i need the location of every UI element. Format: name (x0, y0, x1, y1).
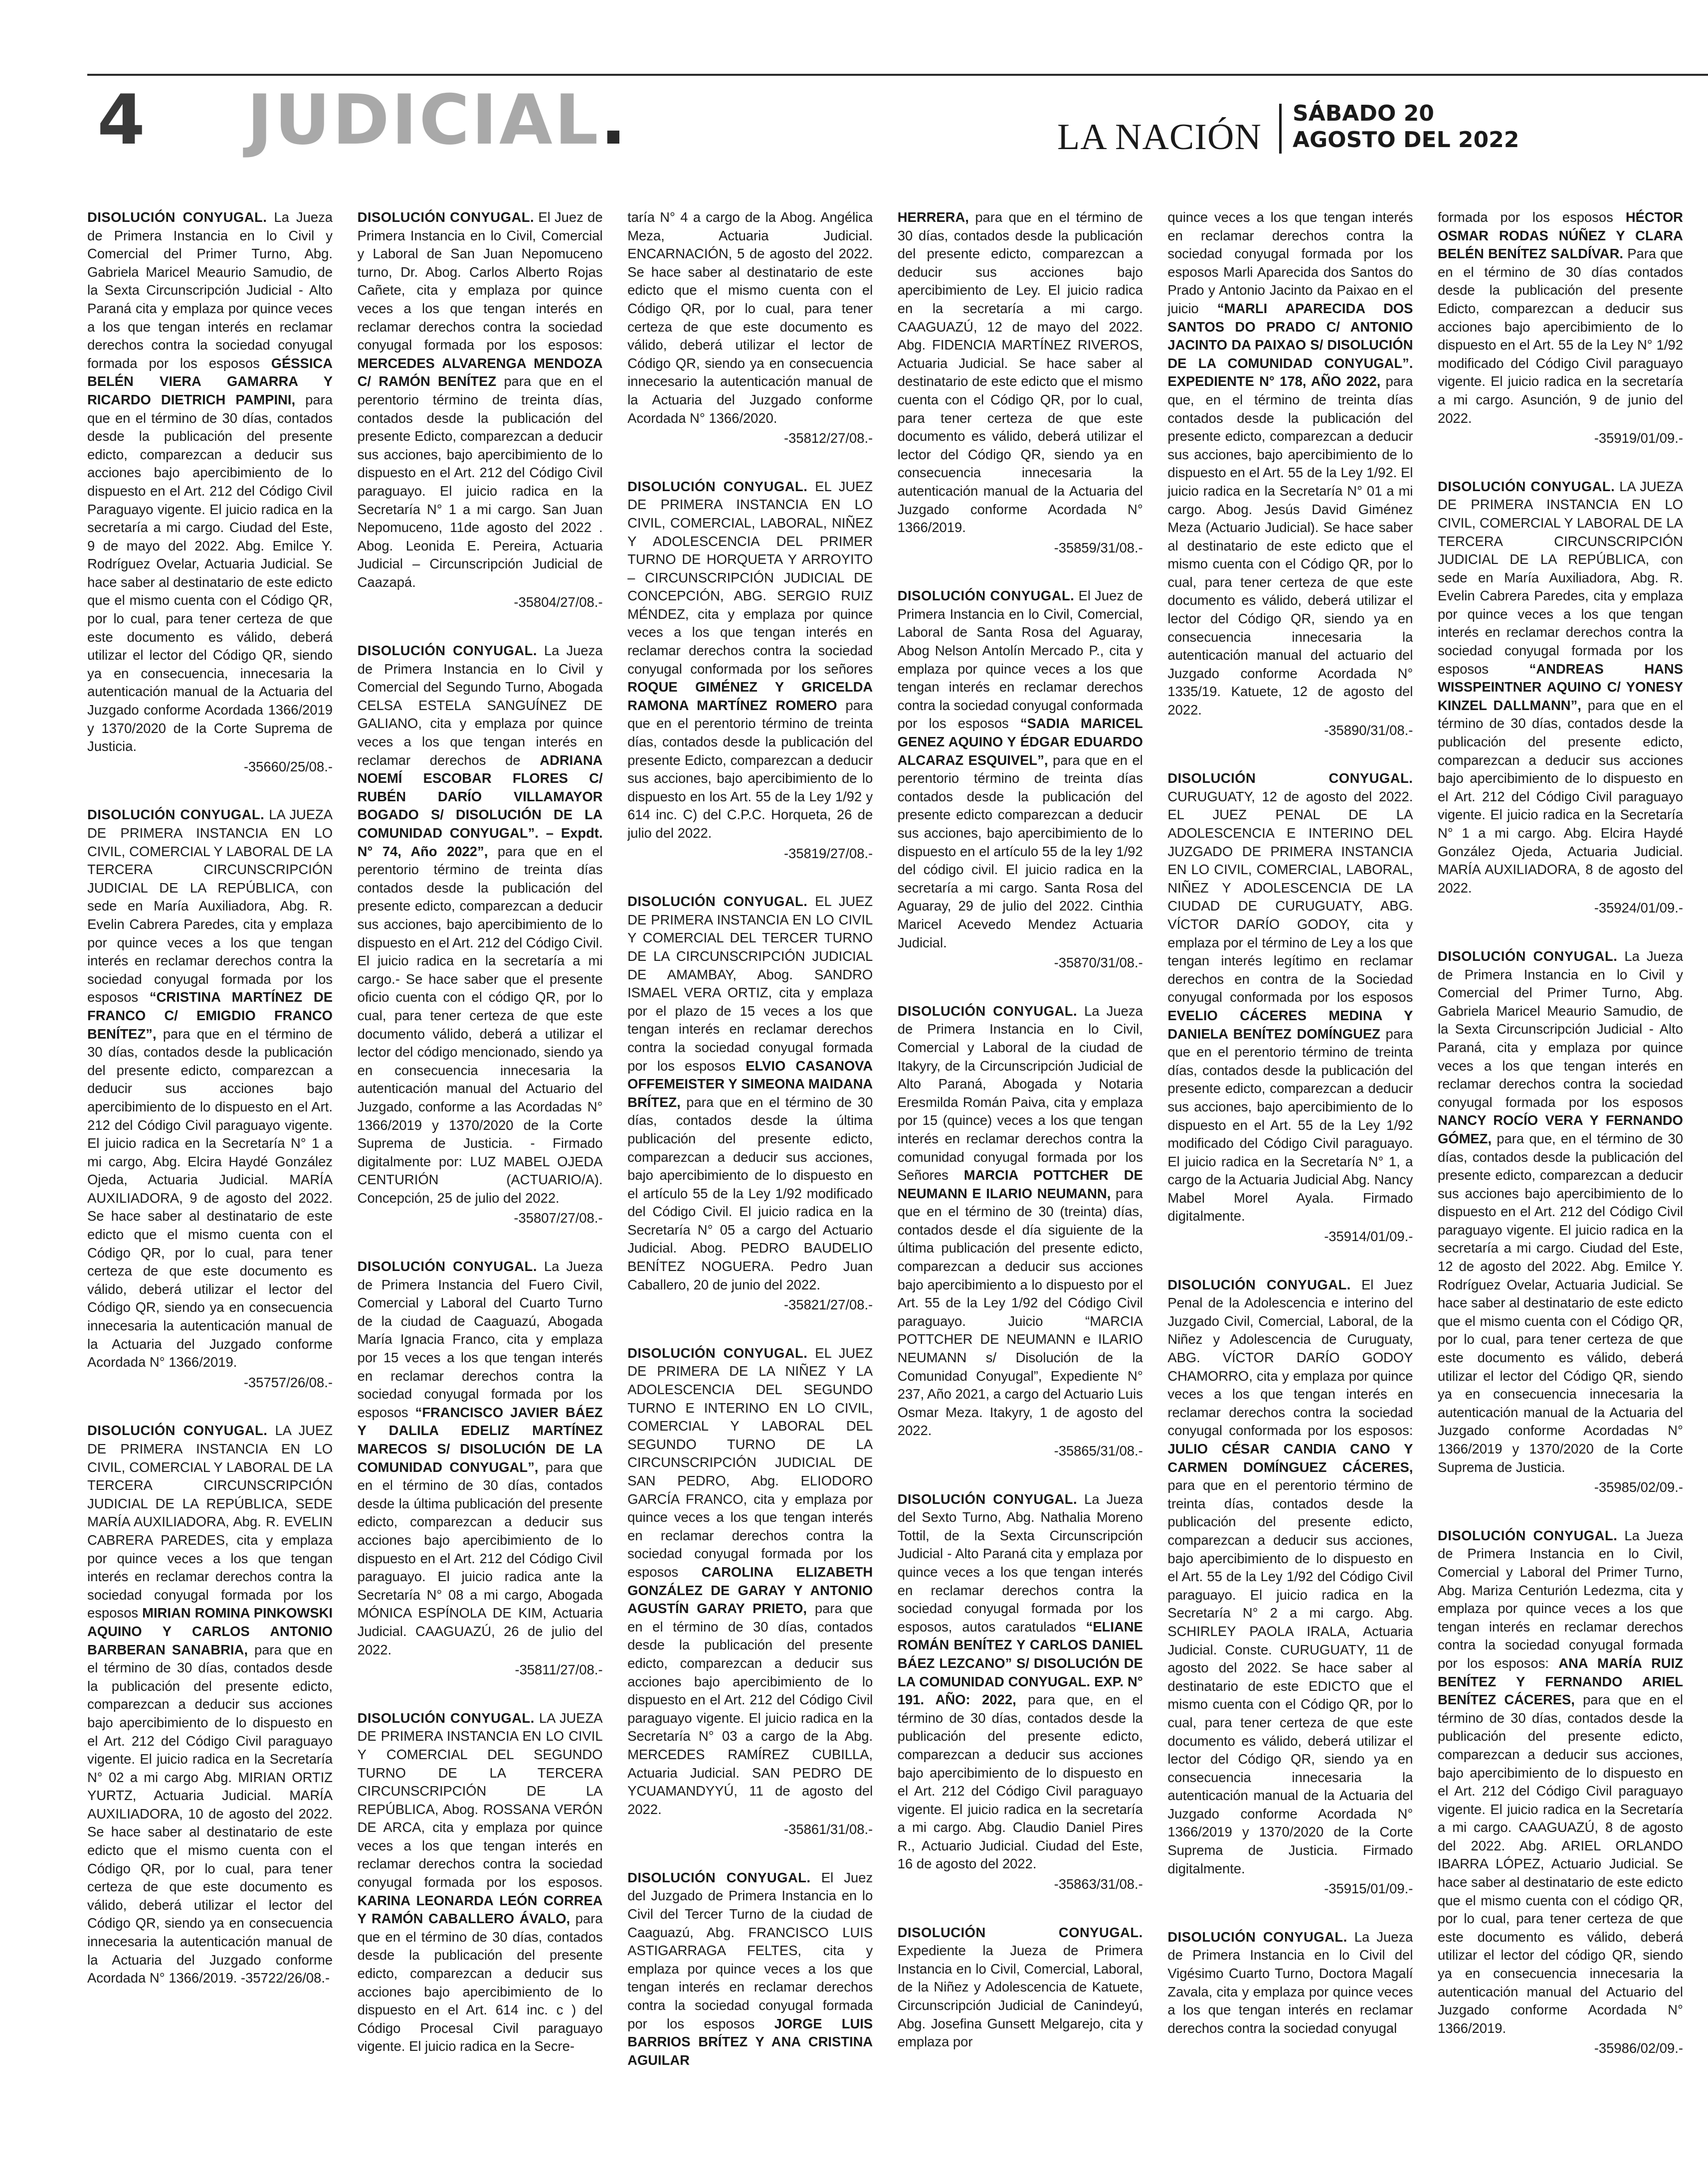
notice (627, 893, 873, 1314)
notice-title: DISOLUCIÓN CONYUGAL. (627, 1345, 808, 1361)
notice-body (627, 1869, 873, 2070)
notice-title: DISOLUCIÓN CONYUGAL. (357, 1710, 535, 1726)
notice-reference: -35924/01/09.- (1594, 900, 1683, 916)
notice (1438, 947, 1683, 1497)
notice-title: DISOLUCIÓN CONYUGAL. (627, 1869, 811, 1885)
notice-parties: CAROLINA ELIZABETH GONZÁLEZ DE GARAY Y ANTONIO AGUSTÍN GARAY PRIETO, (627, 1564, 873, 1617)
notice-text: para que en el término de 30 días, contados desde la publicación del presente edicto, comparezcan a deducir sus acciones bajo apercibimiento de lo dispuesto en el Art. 212 del Código Civil paraguayo vigente. El juicio radica en la Secretaría N° 1 a mi cargo, Abg. Elcira Haydé González Ojeda, Actuaria Judicial. MARÍA AUXILIADORA, 9 de agosto del 2022. Se hace saber al destinatario de este edicto que el mismo cuenta con el Código QR, por lo cual, para tener certeza de que este documento es válido, deberá utilizar el lector del Código QR, siendo ya en consecuencia innecesaria la autenticación manual de la Actuaria del Juzgado conforme Acordada N° 1366/2019. (87, 1026, 333, 1370)
notice (87, 1422, 333, 1987)
notice-title: DISOLUCIÓN CONYUGAL. (87, 807, 265, 823)
notice-column-5 (1167, 208, 1413, 2133)
notice-reference: -35914/01/09.- (1324, 1229, 1413, 1245)
notice-title: DISOLUCIÓN CONYUGAL. (1167, 770, 1413, 786)
notice (898, 1924, 1143, 2051)
notice-text: para que en el término de 30 días, contados desde la publicación del presente edicto, comparezcan a deducir sus acciones bajo apercibimiento de lo dispuesto en el Art. 212 del Código Civil paraguayo vigente. El juicio radica en la Secretaría N° 02 a mi cargo Abg. MIRIAN ORTIZ YURTZ, Actuaria Judicial. MARÍA AUXILIADORA, 10 de agosto del 2022. Se hace saber al destinatario de este edicto que el mismo cuenta con el Código QR, por lo cual, para tener certeza de que este documento es válido, deberá utilizar el lector del Código QR, siendo ya en consecuencia innecesaria la autenticación manual de la Actuaria del Juzgado conforme Acordada N° 1366/2019. -35722/26/08.- (87, 1641, 333, 1986)
notice-body (1438, 947, 1683, 1476)
notice (87, 806, 333, 1392)
notice (358, 1709, 603, 2056)
notice (898, 1002, 1143, 1460)
notice-text: El Juez de Primera Instancia en lo Civil, Comercial, Laboral de Santa Rosa del Aguaray, Abog Nelson Antolín Mercado P., cita y emplaza por quince veces a los que tengan interés en reclamar derechos contra la sociedad conyugal conformada por los esposos (897, 588, 1143, 731)
notice-text: para que en el término de 30 días, contados desde la publicación del presente edicto, comparezcan a deducir sus acciones bajo apercibimiento de Ley. El juicio radica en la secretaría a mi cargo. CAAGUAZÚ, 12 de mayo del 2022. Abg. FIDENCIA MARTÍNEZ RIVEROS, Actuaria Judicial. Se hace saber al destinatario de este edicto que el mismo cuenta con el Código QR, por lo cual, para tener certeza de que este documento es válido, deberá utilizar el lector del Código QR, siendo ya en consecuencia innecesaria la autenticación manual de la Actuaria del Juzgado conforme Acordada N° 1366/2019. (897, 209, 1143, 536)
notice-parties: NANCY ROCÍO VERA Y FERNANDO GÓMEZ, (1437, 1112, 1683, 1146)
notice-reference: -35985/02/09.- (1594, 1479, 1683, 1495)
notice (627, 208, 873, 448)
notice-body (627, 893, 873, 1294)
notice-title: DISOLUCIÓN CONYUGAL. (87, 209, 267, 225)
notice-body (87, 208, 333, 756)
notice-title: DISOLUCIÓN CONYUGAL. (1167, 1929, 1347, 1945)
notice-reference: -35804/27/08.- (514, 594, 603, 610)
notice-title: DISOLUCIÓN CONYUGAL. (897, 1924, 1143, 1940)
notice (358, 642, 603, 1228)
notice-reference: -35807/27/08.- (514, 1210, 603, 1226)
notice-text: para que en el término de 30 días, contados desde la publicación del presente edicto, comparezcan a deducir sus acciones bajo apercibimiento de lo dispuesto en el Art. 614 inc. c ) del Código Procesal Civil paraguayo vigente. El juicio radica en la Secre- (357, 1911, 603, 2054)
notice-parties: KARINA LEONARDA LEÓN CORREA Y RAMÓN CABALLERO ÁVALO, (357, 1892, 603, 1927)
notice-text: CURUGUATY, 12 de agosto del 2022. EL JUEZ PENAL DE LA ADOLESCENCIA E INTERINO DEL JUZGADO DE PRIMERA INSTANCIA EN LO CIVIL, COMERCIAL, LABORAL, NIÑEZ Y ADOLESCENCIA DE LA CIUDAD DE CURUGUATY, ABG. VÍCTOR DARÍO GODOY, cita y emplaza por el término de Ley a los que tengan interés legítimo en reclamar derechos en contra de la Sociedad conyugal conformada por los esposos (1167, 788, 1413, 1005)
notice-text: para que en el perentorio término de treinta días, contados desde la publicación del presente edicto, comparezcan a deducir sus acciones, bajo apercibimiento de lo dispuesto en el Art. 55 de la Ley 1/92 del Código Civil paraguayo. El juicio radica en la Secretaría N° 2 a mi cargo. Abg. SCHIRLEY PAOLA IRALA, Actuaria Judicial. Conste. CURUGUATY, 11 de agosto del 2022. Se hace saber al destinatario de este EDICTO que el mismo cuenta con el Código QR, por lo cual, para tener certeza de que este documento es válido, deberá utilizar el lector del Código QR, siendo ya en consecuencia innecesaria la autenticación manual de la Actuaria del Juzgado conforme Acordada N° 1366/2019 y 1370/2020 de la Corte Suprema de Justicia. Firmado digitalmente. (1167, 1477, 1413, 1876)
notice-reference: -35986/02/09.- (1594, 2040, 1683, 2056)
notice-body (627, 1344, 873, 1818)
notice-column-3 (627, 208, 873, 2133)
notice-text: para que en el término de 30 días, contados desde la publicación del presente edicto, comparezcan a deducir sus acciones bajo apercibimiento de lo dispuesto en el Art. 212 del Código Civil paraguayo vigente. El juicio radica en la Secretaría N° 03 a cargo de la Abg. MERCEDES RAMÍREZ CUBILLA, Actuaria Judicial. SAN PEDRO DE YCUAMANDYYÚ, 11 de agosto del 2022. (627, 1601, 873, 1817)
notice-reference: -35890/31/08.- (1324, 722, 1413, 738)
notice (627, 1344, 873, 1839)
notice-reference: -35821/27/08.- (784, 1297, 873, 1313)
notice-text: taría N° 4 a cargo de la Abog. Angélica Meza, Actuaria Judicial. ENCARNACIÓN, 5 de agosto del 2022. Se hace saber al destinatario de este edicto que el mismo cuenta con el Código QR, por lo cual, para tener certeza de que este documento es válido, deberá utilizar el lector de Código QR, siendo ya en consecuencia innecesario la autenticación manual de la Actuaria del Juzgado conforme Acordada N° 1366/2020. (627, 209, 873, 426)
notice-text: La Jueza de Primera Instancia del Fuero Civil, Comercial y Laboral del Cuarto Turno de la ciudad de Caaguazú, Abogada María Ignacia Franco, cita y emplaza por 15 veces a los que tengan interés en reclamar derechos contra la sociedad conyugal formada por los esposos (357, 1259, 603, 1420)
notice-body (627, 208, 873, 427)
notice (87, 208, 333, 776)
notice-text: para que en el término de 30 días, contados desde la última publicación del presente edicto, comparezcan a deducir sus acciones, bajo apercibimiento de lo dispuesto en el artículo 55 de la Ley 1/92 modificado del Código Civil. El juicio radica en la Secretaría N° 05 a cargo del Actuario Judicial. Abog. PEDRO BAUDELIO BENÍTEZ NOGUERA. Pedro Juan Caballero, 20 de junio del 2022. (627, 1094, 873, 1292)
notice (1167, 208, 1413, 739)
notices-grid (87, 208, 1683, 2133)
notice-parties: “ANDREAS HANS WISSPEINTNER AQUINO C/ YONESY KINZEL DALLMANN”, (1437, 661, 1683, 713)
notice-body (358, 1258, 603, 1659)
notice-text: para que en el perentorio término de treinta días, contados desde la publicación del presente Edicto, comparezcan a deducir sus acciones, bajo apercibimiento de lo dispuesto en los Art. 55 de la Ley 1/92 y 614 inc. C) del C.P.C. Horqueta, 26 de julio del 2022. (627, 697, 873, 841)
notice-text: para que en el término de 30 días, contados desde la última publicación del presente edicto, comparezcan a deducir sus acciones bajo apercibimiento de lo dispuesto en el Art. 212 del Código Civil paraguayo. El juicio radica ante la Secretaría N° 08 a mi cargo, Abogada MÓNICA ESPÍNOLA DE KIM, Actuaria Judicial. CAAGUAZÚ, 26 de julio del 2022. (357, 1459, 603, 1657)
notice-body (1438, 208, 1683, 427)
notice-parties: ANA MARÍA RUIZ BENÍTEZ Y FERNANDO ARIEL BENÍTEZ CÁCERES, (1437, 1655, 1683, 1708)
notice-title: DISOLUCIÓN CONYUGAL. (897, 1491, 1078, 1507)
notice-body (87, 1422, 333, 1987)
notice-parties: MERCEDES ALVARENGA MENDOZA C/ RAMÓN BENÍTEZ (357, 355, 603, 389)
notice-title: DISOLUCIÓN CONYUGAL. (357, 643, 537, 659)
notice-title: DISOLUCIÓN CONYUGAL. (357, 209, 535, 225)
notice-body (898, 1490, 1143, 1873)
notice-reference: -35870/31/08.- (1054, 955, 1143, 971)
notice-body (898, 1002, 1143, 1440)
notice (1438, 1527, 1683, 2058)
notice-reference: -35812/27/08.- (784, 430, 873, 446)
notice-text: LA JUEZ DE PRIMERA INSTANCIA EN LO CIVIL, COMERCIAL Y LABORAL DE LA TERCERA CIRCUNSCRIPCIÓN JUDICIAL DE LA REPÚBLICA, SEDE MARÍA AUXILIADORA, Abg. R. EVELIN CABRERA PAREDES, cita y emplaza por quince veces a los que tengan interés en reclamar derechos contra la sociedad conyugal formada por los esposos (87, 1423, 333, 1621)
notice-title: DISOLUCIÓN CONYUGAL. (87, 1423, 268, 1439)
notice-body (358, 208, 603, 591)
notice-text: EL JUEZ DE PRIMERA DE LA NIÑEZ Y LA ADOLESCENCIA DEL SEGUNDO TURNO E INTERINO EN LO CIVIL, COMERCIAL Y LABORAL DEL SEGUNDO TURNO DE LA CIRCUNSCRIPCIÓN JUDICIAL DE SAN PEDRO, Abg. ELIODORO GARCÍA FRANCO, cita y emplaza por quince veces a los que tengan interés en reclamar derechos contra la sociedad conyugal formada por los esposos (627, 1345, 873, 1580)
notice-parties: “MARLI APARECIDA DOS SANTOS DO PRADO C/ ANTONIO JACINTO DA PAIXAO S/ DISOLUCIÓN DE LA COMUNIDAD CONYUGAL”. EXPEDIENTE N° 178, AÑO 2022, (1167, 300, 1413, 389)
notice-body (1167, 1276, 1413, 1878)
notice-text: Expediente la Jueza de Primera Instancia en lo Civil, Comercial, Laboral, de la Niñez y Adolescencia de Katuete, Circunscripción Judicial de Canindeyú, Abg. Josefina Gunsett Melgarejo, cita y emplaza por (897, 1943, 1143, 2050)
notice-column-4 (898, 208, 1143, 2133)
section-title-text: JUDICIAL (247, 80, 600, 160)
notice-reference: -35811/27/08.- (515, 1662, 603, 1678)
notice-parties: MARCIA POTTCHER DE NEUMANN E ILARIO NEUMANN, (897, 1167, 1143, 1201)
notice-reference: -35919/01/09.- (1594, 430, 1683, 446)
notice-parties: ELVIO CASANOVA OFFEMEISTER Y SIMEONA MAIDANA BRÍTEZ, (627, 1058, 873, 1110)
notice-parties: MIRIAN ROMINA PINKOWSKI AQUINO Y CARLOS ANTONIO BARBERAN SANABRIA, (87, 1605, 333, 1657)
notice-text: para que, en el término de treinta días contados desde la publicación del presente edicto, comparezcan a deducir sus acciones, bajo apercibimiento de lo dispuesto en el Art. 55 de la Ley 1/92. El juicio radica en la Secretaría N° 01 a mi cargo. Abog. Jesús David Giménez Meza (Actuario Judicial). Se hace saber al destinatario de este edicto que el mismo cuenta con el Código QR, por lo cual, para tener certeza de que este documento es válido, deberá utilizar el lector del Código QR, siendo ya en consecuencia innecesaria la autenticación manual del actuario del Juzgado conforme Acordada N° 1335/19. Katuete, 12 de agosto del 2022. (1167, 373, 1413, 718)
notice-body (1167, 769, 1413, 1226)
notice-text: La Jueza de Primera Instancia en lo Civil y Comercial del Primer Turno, Abg. Gabriela Maricel Meaurio Samudio, de la Sexta Circunscripción Judicial - Alto Paraná cita y emplaza por quince veces a los que tengan interés en reclamar derechos contra la sociedad conyugal formada por los esposos (87, 209, 333, 371)
notice-title: DISOLUCIÓN CONYUGAL. (1167, 1276, 1351, 1292)
notice (1167, 769, 1413, 1246)
notice-title: DISOLUCIÓN CONYUGAL. (897, 1003, 1078, 1019)
notice-text: La Jueza del Sexto Turno, Abg. Nathalia Moreno Tottil, de la Sexta Circunscripción Judicial - Alto Paraná cita y emplaza por quince veces a los que tengan interés en reclamar derechos contra la sociedad conyugal formada por los esposos, autos caratulados (897, 1491, 1143, 1634)
notice (898, 208, 1143, 557)
notice-text: EL JUEZ DE PRIMERA INSTANCIA EN LO CIVIL, COMERCIAL, LABORAL, NIÑEZ Y ADOLESCENCIA DEL PRIMER TURNO DE HORQUETA Y ARROYITO – CIRCUNSCRIPCIÓN JUDICIAL DE CONCEPCIÓN, ABG. SERGIO RUIZ MÉNDEZ, cita y emplaza por quince veces a los que tengan interés en reclamar derechos contra la sociedad conyugal conformada por los señores (627, 478, 873, 677)
notice-body (1438, 1527, 1683, 2038)
newspaper-brand: LA NACIÓN (1057, 117, 1262, 158)
notice-reference: -35863/31/08.- (1054, 1876, 1143, 1892)
notice (1167, 1276, 1413, 1898)
notice (358, 208, 603, 612)
notice-body (358, 1709, 603, 2056)
notice-parties: HERRERA, (897, 209, 969, 225)
notice-column-2 (358, 208, 603, 2133)
section-title-dot: . (600, 80, 629, 160)
notice-text: LA JUEZA DE PRIMERA INSTANCIA EN LO CIVIL, COMERCIAL Y LABORAL DE LA TERCERA CIRCUNSCRIPCIÓN JUDICIAL DE LA REPÚBLICA, con sede en María Auxiliadora, Abg. R. Evelin Cabrera Paredes, cita y emplaza por quince veces a los que tengan interés en reclamar derechos contra la sociedad conyugal formada por los esposos (87, 807, 333, 1005)
notice-parties: “ELIANE ROMÁN BENÍTEZ Y CARLOS DANIEL BÁEZ LEZCANO” S/ DISOLUCIÓN DE LA COMUNIDAD CONYUGAL. EXP. N° 191. AÑO: 2022, (897, 1619, 1143, 1708)
page-number: 4 (97, 80, 146, 160)
header-rule (87, 74, 1708, 76)
notice-title: DISOLUCIÓN CONYUGAL. (1437, 948, 1618, 964)
notice-body (358, 642, 603, 1207)
notice-title: DISOLUCIÓN CONYUGAL. (627, 894, 808, 909)
notice-body (1167, 1928, 1413, 2038)
notice-text: formada por los esposos (1437, 209, 1613, 225)
notice (1167, 1928, 1413, 2038)
notice-text: El Juez Penal de la Adolescencia e interino del Juzgado Civil, Comercial, Laboral, de la Niñez y Adolescencia de Curuguaty, ABG. VÍCTOR DARÍO GODOY CHAMORRO, cita y emplaza por quince veces a los que tengan interés en reclamar derechos contra la sociedad conyugal conformada por los esposos: (1167, 1276, 1413, 1439)
notice-text: El Juez del Juzgado de Primera Instancia en lo Civil del Tercer Turno de la ciudad de Caaguazú, Abg. FRANCISCO LUIS ASTIGARRAGA FELTES, cita y emplaza por quince veces a los que tengan interés en reclamar derechos contra la sociedad conyugal formada por los esposos (627, 1869, 873, 2031)
notice-body (898, 208, 1143, 537)
notice-title: DISOLUCIÓN CONYUGAL. (627, 478, 808, 494)
notice-text: La Jueza de Primera Instancia en lo Civil, Comercial y Laboral del Primer Turno, Abg. Mariza Centurión Ledezma, cita y emplaza por quince veces a los que tengan interés en reclamar derechos contra la sociedad conyugal formada por los esposos: (1437, 1527, 1683, 1671)
notice-text: quince veces a los que tengan interés en reclamar derechos contra la sociedad conyugal formada por los esposos Marli Aparecida dos Santos do Prado y Antonio Jacinto da Paixao en el juicio (1167, 209, 1413, 316)
notice-text: Para que en el término de 30 días contados desde la publicación del presente Edicto, comparezcan a deducir sus acciones bajo apercibimiento de lo dispuesto en el Art. 55 de la Ley N° 1/92 modificado del Código Civil paraguayo vigente. El juicio radica en la secretaría a mi cargo. Asunción, 9 de junio del 2022. (1437, 246, 1683, 426)
notice-text: para que en el término de 30 días, contados desde la publicación del presente edicto, comparezcan a deducir sus acciones, bajo apercibimiento de lo dispuesto en el Art. 212 del Código Civil paraguayo vigente. El juicio radica en la Secretaría a mi cargo. CAAGUAZÚ, 8 de agosto del 2022. Abg. ARIEL ORLANDO IBARRA LÓPEZ, Actuario Judicial. Se hace saber al destinatario de este edicto que el mismo cuenta con el código QR, por lo cual, para tener certeza de que este documento es válido, deberá utilizar el lector del código QR, siendo ya en consecuencia innecesaria la autenticación manual del Actuario del Juzgado conforme Acordada N° 1366/2019. (1437, 1692, 1683, 2036)
notice-text: para que en el término de 30 (treinta) días, contados desde el día siguiente de la última publicación del presente edicto, comparezcan a deducir sus acciones bajo apercibimiento a lo dispuesto por el Art. 55 de la Ley 1/92 del Código Civil paraguayo. Juicio “MARCIA POTTCHER DE NEUMANN e ILARIO NEUMANN s/ Disolución de la Comunidad Conyugal”, Expediente N° 237, Año 2021, a cargo del Actuario Luis Osmar Meza. Itakyry, 1 de agosto del 2022. (897, 1185, 1143, 1439)
notice-parties: JORGE LUIS BARRIOS BRÍTEZ Y ANA CRISTINA AGUILAR (627, 2015, 873, 2068)
date-separator (1279, 104, 1282, 154)
notice-text: para que en el término de 30 días, contados desde la publicación del presente edicto, comparezcan a deducir sus acciones bajo apercibimiento de lo dispuesto en el Art. 212 del Código Civil paraguayo vigente. El juicio radica en la Secretaría N° 1 a mi cargo. Abg. Elcira Haydé González Ojeda, Actuaria Judicial. MARÍA AUXILIADORA, 8 de agosto del 2022. (1437, 697, 1683, 896)
notice-body (898, 587, 1143, 952)
notice-reference: -35660/25/08.- (243, 758, 333, 774)
notice-reference: -35819/27/08.- (784, 845, 873, 861)
notice-text: para que en el perentorio término de treinta días contados desde la publicación del presente edicto, comparezcan a deducir sus acciones, bajo apercibimiento de lo dispuesto en el Art. 212 del Código Civil. El juicio radica en la secretaría a mi cargo.- Se hace saber que el presente oficio cuenta con el código QR, por lo cual, para tener certeza de que este documento válido, deberá a utilizar el lector del código mencionado, siendo ya en consecuencia innecesaria la autenticación manual del Actuario del Juzgado, conforme a las Acordadas N° 1366/2019 y 1370/2020 de la Corte Suprema de Justicia. - Firmado digitalmente por: LUZ MABEL OJEDA CENTURIÓN (ACTUARIO/A). Concepción, 25 de julio del 2022. (357, 843, 603, 1206)
notice (627, 1869, 873, 2070)
section-title (247, 80, 629, 160)
notice-text: El Juez de Primera Instancia en lo Civil, Comercial y Laboral de San Juan Nepomuceno turno, Dr. Abog. Carlos Alberto Rojas Cañete, cita y emplaza por quince veces a los que tengan interés en reclamar derechos contra la sociedad conyugal formada por los esposos: (357, 209, 603, 353)
notice-body (898, 1924, 1143, 2051)
notice-text: EL JUEZ DE PRIMERA INSTANCIA EN LO CIVIL Y COMERCIAL DEL TERCER TURNO DE LA CIRCUNSCRIPCIÓN JUDICIAL DE AMAMBAY, Abog. SANDRO ISMAEL VERA ORTIZ, cita y emplaza por el plazo de 15 veces a los que tengan interés en reclamar derechos contra la sociedad conyugal formada por los esposos (627, 894, 873, 1074)
notice-column-1 (87, 208, 333, 2133)
notice (358, 1258, 603, 1679)
notice-parties: HÉCTOR OSMAR RODAS NÚÑEZ Y CLARA BELÉN BENÍTEZ SALDÍVAR. (1437, 209, 1683, 262)
notice-text: para que en el perentorio término de treinta días, contados desde la publicación del presente Edicto, comparezcan a deducir sus acciones, bajo apercibimiento de lo dispuesto en el Art. 212 del Código Civil paraguayo. El juicio radica en la Secretaría N° 1 a mi cargo. San Juan Nepomuceno, 11de agosto del 2022 . Abog. Leonida E. Pereira, Actuaria Judicial – Circunscripción Judicial de Caazapá. (357, 373, 603, 590)
notice-parties: “SADIA MARICEL GENEZ AQUINO Y ÉDGAR EDUARDO ALCARAZ ESQUIVEL”, (897, 716, 1143, 768)
notice (1438, 478, 1683, 917)
notice-title: DISOLUCIÓN CONYUGAL. (357, 1259, 537, 1274)
notice-text: LA JUEZA DE PRIMERA INSTANCIA EN LO CIVIL, COMERCIAL Y LABORAL DE LA TERCERA CIRCUNSCRIPCIÓN JUDICIAL DE LA REPÚBLICA, con sede en María Auxiliadora, Abg. R. Evelin Cabrera Paredes, cita y emplaza por quince veces a los que tengan interés en reclamar derechos contra la sociedad conyugal formada por los esposos (1437, 478, 1683, 677)
notice-body (627, 478, 873, 843)
notice-text: para que, en el término de 30 días, contados desde la publicación del presente edicto, comparezcan a deducir sus acciones bajo apercibimiento de lo dispuesto en el Art. 212 del Código Civil paraguayo vigente. El juicio radica en la secretaría a mi cargo. Abg. Claudio Daniel Pires R., Actuario Judicial. Ciudad del Este, 16 de agosto del 2022. (897, 1692, 1143, 1872)
notice-text: La Jueza de Primera Instancia en lo Civil, Comercial y Laboral de la ciudad de Itakyry, de la Circunscripción Judicial de Alto Paraná, Abogada y Notaria Eresmilda Román Paiva, cita y emplaza por 15 (quince) veces a los que tengan interés en reclamar derechos contra la comunidad conyugal formada por los Señores (897, 1003, 1143, 1183)
notice-parties: ADRIANA NOEMÍ ESCOBAR FLORES C/ RUBÉN DARÍO VILLAMAYOR BOGADO S/ DISOLUCIÓN DE LA COMUNIDAD CONYUGAL”. – Expdt. N° 74, Año 2022”, (357, 752, 603, 859)
notice-reference: -35757/26/08.- (243, 1374, 333, 1390)
notice-text: para que en el perentorio término de treinta días, contados desde la publicación del presente edicto, comparezcan a deducir sus acciones, bajo apercibimiento de lo dispuesto en el Art. 55 de la Ley 1/92 modificado del Código Civil paraguayo. El juicio radica en la Secretaría N° 1, a cargo de la Actuaria Judicial Abg. Nancy Mabel Morel Ayala. Firmado digitalmente. (1167, 1026, 1413, 1224)
notice (898, 1490, 1143, 1894)
notice-title: DISOLUCIÓN CONYUGAL. (1437, 478, 1615, 494)
notice-text: La Jueza de Primera Instancia en lo Civil y Comercial del Primer Turno, Abg. Gabriela Maricel Meaurio Samudio, de la Sexta Circunscripción Judicial - Alto Paraná, cita y emplaza por quince veces a los que tengan interés en reclamar derechos contra la sociedad conyugal formada por los esposos (1437, 948, 1683, 1110)
notice (898, 587, 1143, 972)
notice-parties: “FRANCISCO JAVIER BÁEZ Y DALILA EDELIZ MARTÍNEZ MARECOS S/ DISOLUCIÓN DE LA COMUNIDAD CONYUGAL”, (357, 1404, 603, 1475)
notice-body (1438, 478, 1683, 898)
notice-title: DISOLUCIÓN CONYUGAL. (897, 588, 1075, 604)
notice-parties: ROQUE GIMÉNEZ Y GRICELDA RAMONA MARTÍNEZ ROMERO (627, 679, 873, 713)
notice-reference: -35859/31/08.- (1054, 540, 1143, 555)
notice-text: para que, en el término de 30 días, contados desde la publicación del presente edicto, comparezcan a deducir sus acciones bajo apercibimiento de lo dispuesto en el Art. 212 del Código Civil paraguayo vigente. El juicio radica en la secretaría a mi cargo. Ciudad del Este, 12 de agosto del 2022. Abg. Emilce Y. Rodríguez Ovelar, Actuaria Judicial. Se hace saber al destinatario de este edicto que el mismo cuenta con el Código QR, por lo cual, para tener certeza de que este documento es válido, deberá utilizar el lector del Código QR, siendo ya en consecuencia innecesaria la autenticación manual de la Actuaria del Juzgado conforme Acordadas N° 1366/2019 y 1370/2020 de la Corte Suprema de Justicia. (1437, 1130, 1683, 1475)
notice-body (1167, 208, 1413, 720)
notice-parties: GÉSSICA BELÉN VIERA GAMARRA Y RICARDO DIETRICH PAMPINI, (87, 355, 333, 407)
notice (627, 478, 873, 863)
issue-date: AGOSTO DEL 2022 (1293, 127, 1519, 153)
issue-day: SÁBADO 20 (1293, 101, 1434, 126)
notice-reference: -35861/31/08.- (784, 1821, 873, 1837)
notice-parties: JULIO CÉSAR CANDIA CANO Y CARMEN DOMÍNGUEZ CÁCERES, (1167, 1441, 1413, 1475)
notice-parties: EVELIO CÁCERES MEDINA Y DANIELA BENÍTEZ DOMÍNGUEZ (1167, 1007, 1413, 1042)
notice (1438, 208, 1683, 448)
notice-text: LA JUEZA DE PRIMERA INSTANCIA EN LO CIVIL Y COMERCIAL DEL SEGUNDO TURNO DE LA TERCERA CIRCUNSCRIPCIÓN DE LA REPÚBLICA, Abog. ROSSANA VERÓN DE ARCA, cita y emplaza por quince veces a los que tengan interés en reclamar derechos contra la sociedad conyugal formada por los esposos. (357, 1710, 603, 1890)
notice-text: La Jueza de Primera Instancia en lo Civil del Vigésimo Cuarto Turno, Doctora Magalí Zavala, cita y emplaza por quince veces a los que tengan interés en reclamar derechos contra la sociedad conyugal (1167, 1929, 1413, 2036)
notice-body (87, 806, 333, 1371)
notice-reference: -35865/31/08.- (1054, 1443, 1143, 1458)
notice-text: La Jueza de Primera Instancia en lo Civil y Comercial del Segundo Turno, Abogada CELSA ESTELA SANGUÍNEZ DE GALIANO, cita y emplaza por quince veces a los que tengan interés en reclamar derechos de (357, 643, 603, 768)
notice-text: para que en el perentorio término de treinta días contados desde la publicación del presente edicto comparezcan a deducir sus acciones, bajo apercibimiento de lo dispuesto en el artículo 55 de la ley 1/92 del código civil. El juicio radica en la secretaría a mi cargo. Santa Rosa del Aguaray, 29 de julio del 2022. Cinthia Maricel Acevedo Mendez Actuaria Judicial. (897, 752, 1143, 950)
notice-parties: “CRISTINA MARTÍNEZ DE FRANCO C/ EMIGDIO FRANCO BENÍTEZ”, (87, 989, 333, 1042)
notice-text: para que en el término de 30 días, contados desde la publicación del presente edicto, comparezcan a deducir sus acciones bajo apercibimiento de lo dispuesto en el Art. 212 del Código Civil Paraguayo vigente. El juicio radica en la secretaría a mi cargo. Ciudad del Este, 9 de mayo del 2022. Abg. Emilce Y. Rodríguez Ovelar, Actuaria Judicial. Se hace saber al destinatario de este edicto que el mismo cuenta con el Código QR, por lo cual, para tener certeza de que este documento es válido, deberá utilizar el lector del Código QR, siendo ya en consecuencia, innecesaria la autenticación manual de la Actuaria del Juzgado conforme Acordada 1366/2019 y 1370/2020 de la Corte Suprema de Justicia. (87, 391, 333, 754)
notice-column-6 (1438, 208, 1683, 2133)
notice-reference: -35915/01/09.- (1324, 1881, 1413, 1897)
notice-title: DISOLUCIÓN CONYUGAL. (1437, 1527, 1618, 1543)
